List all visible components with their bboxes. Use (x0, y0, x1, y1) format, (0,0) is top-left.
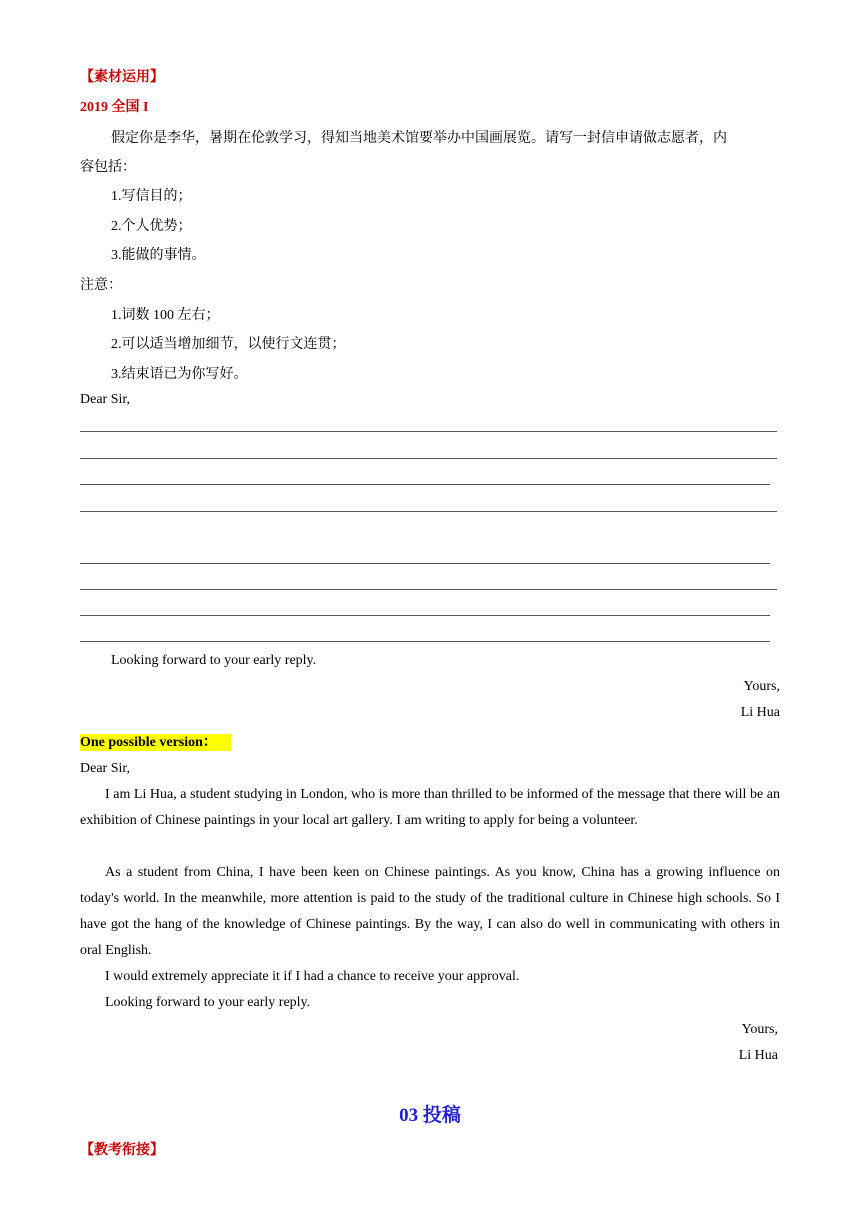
writing-line (80, 563, 770, 564)
note-label: 注意： (80, 278, 122, 293)
writing-line (80, 641, 770, 642)
template-yours: Yours, (743, 679, 780, 694)
prompt-item: 2.个人优势； (111, 219, 192, 234)
sample-name: Li Hua (738, 1048, 778, 1063)
sample-label (80, 731, 231, 751)
section-label: 【素材运用】 (80, 70, 164, 85)
sample-paragraph: As a student from China, I have been keen on Chinese paintings. As you know, China has a growing influence on today's world. In the meanwhile, more attention is paid to the study of the traditional culture in Chinese high schools. So I have got the hang of the knowledge of Chinese paintings. By the way, I can also do well in communicating with others in oral English. (80, 865, 780, 958)
writing-line (80, 615, 770, 616)
year-label: 2019 全国 I (80, 100, 149, 115)
note-item: 1.词数 100 左右； (111, 308, 220, 323)
prompt-item: 3.能做的事情。 (111, 248, 206, 263)
writing-line (80, 511, 777, 512)
writing-line (80, 589, 777, 590)
sample-paragraph: I would extremely appreciate it if I had a chance to receive your approval. (105, 969, 520, 984)
writing-line (80, 458, 777, 459)
template-salutation: Dear Sir, (80, 392, 130, 407)
note-item: 3.结束语已为你写好。 (111, 367, 248, 382)
prompt-item: 1.写信目的； (111, 189, 192, 204)
sample-label-text: One possible version： (80, 734, 231, 751)
prompt-intro-line1: 假定你是李华，暑期在伦敦学习，得知当地美术馆要举办中国画展览。请写一封信申请做志愿者，内 (111, 131, 727, 146)
sample-salutation: Dear Sir, (80, 761, 130, 776)
prompt-intro-line2: 容包括： (80, 160, 136, 175)
note-item: 2.可以适当增加细节，以使行文连贯； (111, 337, 346, 352)
sample-paragraph: I am Li Hua, a student studying in London, who is more than thrilled to be informed of the message that there will be an exhibition of Chinese paintings in your local art gallery. I am writing to apply for being a volunteer. (80, 787, 780, 828)
template-name: Li Hua (740, 705, 780, 720)
template-closing: Looking forward to your early reply. (111, 653, 317, 668)
sample-paragraph: Looking forward to your early reply. (105, 995, 311, 1010)
writing-line (80, 431, 777, 432)
section-heading: 03 投稿 (399, 1105, 461, 1126)
writing-line (80, 484, 770, 485)
next-section-label: 【教考衔接】 (80, 1143, 164, 1158)
sample-yours: Yours, (741, 1022, 778, 1037)
